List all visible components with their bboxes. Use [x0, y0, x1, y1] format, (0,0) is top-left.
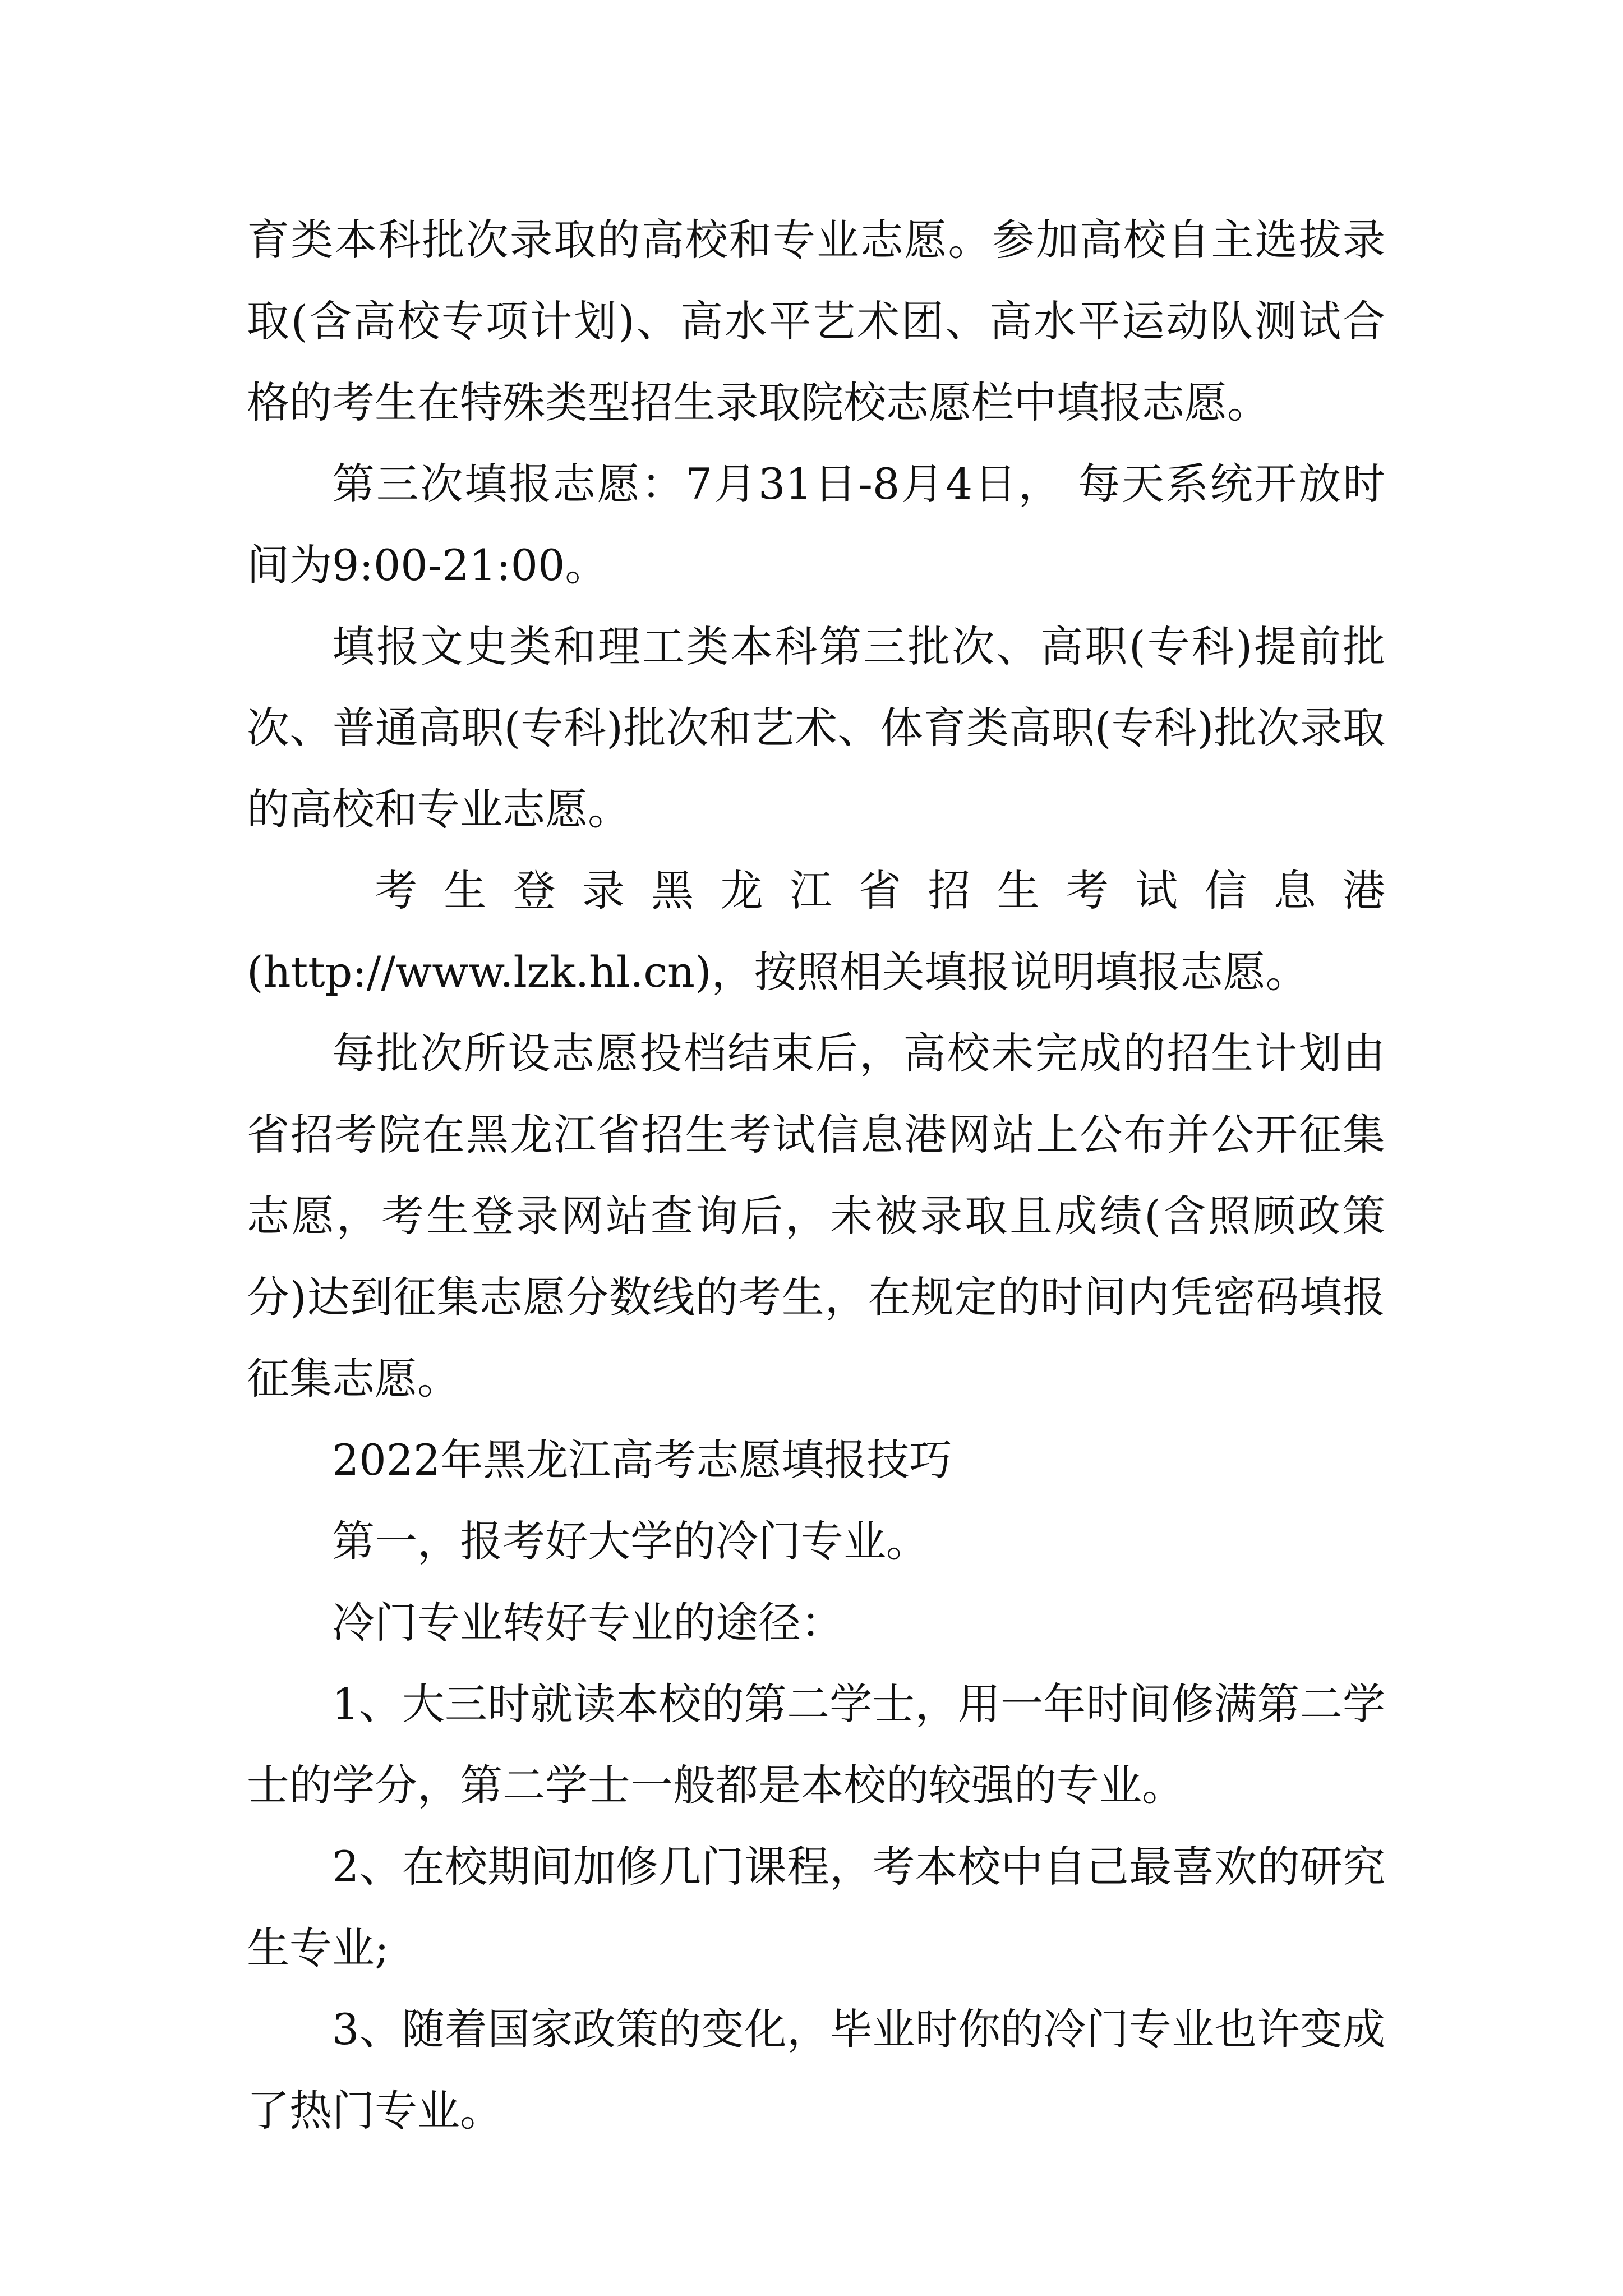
section-heading-tips: 2022年黑龙江高考志愿填报技巧	[332, 1435, 952, 1485]
paragraph-pathway-3: 3、随着国家政策的变化，毕业时你的冷门专业也许变成了热门专业。	[247, 2004, 1385, 2136]
paragraph-continuation: 育类本科批次录取的高校和专业志愿。参加高校自主选拔录取(含高校专项计划)、高水平艺术团、高水平运动队测试合格的考生在特殊类型招生录取院校志愿栏中填报志愿。	[247, 215, 1385, 427]
paragraph-tip-one: 第一，报考好大学的冷门专业。	[332, 1516, 929, 1566]
document-body	[247, 199, 1385, 2151]
paragraph-login-site: 考生登录黑龙江省招生考试信息港	[375, 866, 1385, 915]
paragraph-third-round-scope: 填报文史类和理工类本科第三批次、高职(专科)提前批次、普通高职(专科)批次和艺术、体育类高职(专科)批次录取的高校和专业志愿。	[247, 622, 1385, 834]
paragraph-third-round: 第三次填报志愿：7月31日-8月4日， 每天系统开放时间为9:00-21:00。	[247, 459, 1385, 590]
paragraph-pathway-1: 1、大三时就读本校的第二学士，用一年时间修满第二学士的学分，第二学士一般都是本校的较强的专业。	[247, 1679, 1385, 1810]
paragraph-pathway-2: 2、在校期间加修几门课程，考本校中自己最喜欢的研究生专业;	[247, 1842, 1385, 1973]
paragraph-solicitation: 每批次所设志愿投档结束后，高校未完成的招生计划由省招考院在黑龙江省招生考试信息港网站上公布并公开征集志愿，考生登录网站查询后，未被录取且成绩(含照顾政策分)达到征集志愿分数线的考生，在规定的时间内凭密码填报征集志愿。	[247, 1028, 1385, 1404]
paragraph-login-url: (http://www.lzk.hl.cn)，按照相关填报说明填报志愿。	[247, 947, 1308, 997]
paragraph-pathways-heading: 冷门专业转好专业的途径：	[332, 1598, 843, 1648]
